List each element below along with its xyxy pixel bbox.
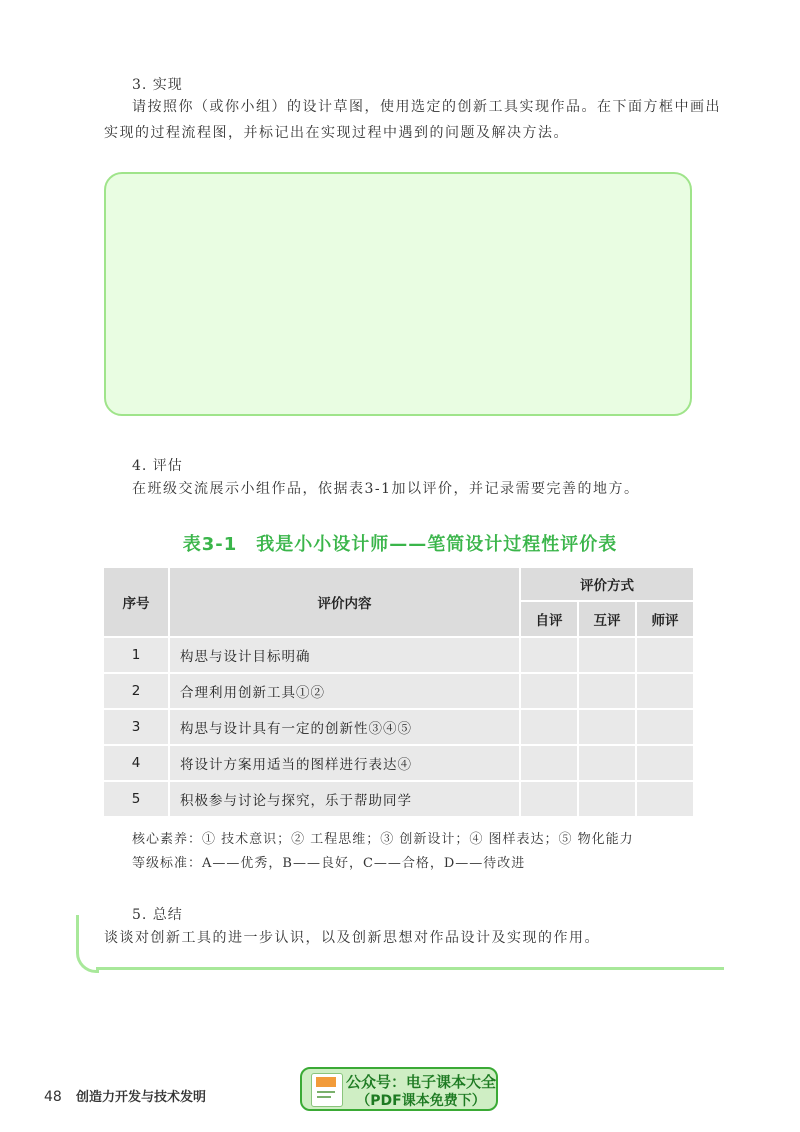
self-score-cell[interactable] bbox=[520, 745, 578, 781]
teacher-score-cell[interactable] bbox=[636, 781, 694, 817]
header-self: 自评 bbox=[520, 601, 578, 637]
decorative-frame-line bbox=[96, 967, 724, 970]
table-notes bbox=[132, 828, 634, 876]
book-title: 创造力开发与技术发明 bbox=[75, 1090, 206, 1105]
section-4-text-line1: 在班级交流展示小组作品，依据表3-1加以评价，并记录需要完善的地方。 bbox=[132, 481, 640, 497]
table-row bbox=[103, 637, 694, 673]
row-number: 5 bbox=[103, 781, 169, 817]
section-3-text-line1: 请按照你（或你小组）的设计草图，使用选定的创新工具实现作品。在下面方框中画出 bbox=[132, 99, 721, 115]
badge-line2: （PDF课本免费下） bbox=[356, 1093, 486, 1109]
row-content: 合理利用创新工具①② bbox=[169, 673, 520, 709]
teacher-score-cell[interactable] bbox=[636, 709, 694, 745]
section-3-title: 3. 实现 bbox=[132, 77, 183, 93]
row-content: 积极参与讨论与探究，乐于帮助同学 bbox=[169, 781, 520, 817]
teacher-score-cell[interactable] bbox=[636, 673, 694, 709]
section-5-text-line1: 谈谈对创新工具的进一步认识，以及创新思想对作品设计及实现的作用。 bbox=[104, 930, 600, 946]
core-literacy-note: 核心素养：① 技术意识；② 工程思维；③ 创新设计；④ 图样表达；⑤ 物化能力 bbox=[132, 832, 634, 847]
section-3-text-line2: 实现的过程流程图，并标记出在实现过程中遇到的问题及解决方法。 bbox=[104, 125, 569, 141]
self-score-cell[interactable] bbox=[520, 673, 578, 709]
header-content: 评价内容 bbox=[169, 567, 520, 637]
peer-score-cell[interactable] bbox=[578, 709, 636, 745]
page-number: 48 bbox=[44, 1089, 62, 1105]
self-score-cell[interactable] bbox=[520, 709, 578, 745]
table-row bbox=[103, 745, 694, 781]
header-number: 序号 bbox=[103, 567, 169, 637]
table-row bbox=[103, 673, 694, 709]
teacher-score-cell[interactable] bbox=[636, 745, 694, 781]
teacher-score-cell[interactable] bbox=[636, 637, 694, 673]
header-method: 评价方式 bbox=[520, 567, 694, 601]
peer-score-cell[interactable] bbox=[578, 673, 636, 709]
section-5-title: 5. 总结 bbox=[132, 907, 183, 923]
decorative-frame-corner bbox=[76, 915, 99, 973]
textbook-icon bbox=[311, 1073, 343, 1107]
section-4-title: 4. 评估 bbox=[132, 458, 183, 474]
table-row bbox=[103, 781, 694, 817]
table-row bbox=[103, 709, 694, 745]
row-content: 将设计方案用适当的图样进行表达④ bbox=[169, 745, 520, 781]
peer-score-cell[interactable] bbox=[578, 637, 636, 673]
header-teacher: 师评 bbox=[636, 601, 694, 637]
peer-score-cell[interactable] bbox=[578, 781, 636, 817]
row-number: 4 bbox=[103, 745, 169, 781]
self-score-cell[interactable] bbox=[520, 637, 578, 673]
flowchart-drawing-box[interactable] bbox=[104, 172, 692, 416]
row-number: 2 bbox=[103, 673, 169, 709]
page-footer bbox=[44, 1086, 206, 1105]
header-peer: 互评 bbox=[578, 601, 636, 637]
row-number: 1 bbox=[103, 637, 169, 673]
table-title: 表3-1 我是小小设计师——笔筒设计过程性评价表 bbox=[182, 534, 618, 555]
row-content: 构思与设计具有一定的创新性③④⑤ bbox=[169, 709, 520, 745]
watermark-badge bbox=[300, 1067, 498, 1111]
badge-line1: 公众号：电子课本大全 bbox=[346, 1073, 497, 1091]
evaluation-table bbox=[102, 566, 695, 818]
grade-standard-note: 等级标准：A——优秀，B——良好，C——合格，D——待改进 bbox=[132, 856, 526, 871]
peer-score-cell[interactable] bbox=[578, 745, 636, 781]
row-number: 3 bbox=[103, 709, 169, 745]
self-score-cell[interactable] bbox=[520, 781, 578, 817]
row-content: 构思与设计目标明确 bbox=[169, 637, 520, 673]
